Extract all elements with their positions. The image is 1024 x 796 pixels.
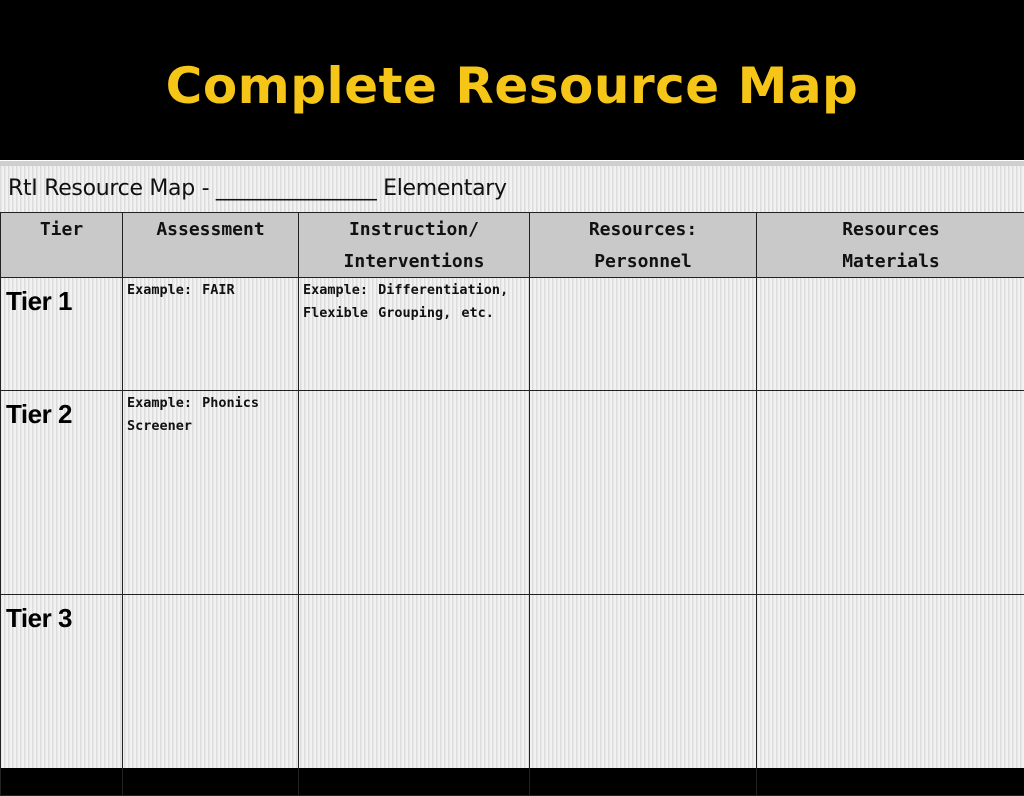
table-row-tier-1 [1,278,1024,391]
tier-1-instruction: Example: Differentiation, Flexible Grouping, etc. [299,278,529,325]
tier-1-assessment: Example: FAIR [123,278,298,302]
header-instruction-line1: Instruction/ [299,213,529,245]
tier-2-instruction [299,391,529,392]
header-instruction-line2: Interventions [299,245,529,277]
tier-3-personnel [530,595,756,596]
cell-personnel [530,391,757,595]
header-materials [757,213,1024,278]
cell-assessment [123,391,299,595]
cell-tier [1,278,123,391]
tier-2-materials [757,391,1024,392]
header-materials-line1: Resources [757,213,1024,245]
tier-1-personnel [530,278,756,279]
cell-instruction [299,595,530,796]
header-personnel [530,213,757,278]
resource-map-table [0,212,1024,796]
header-assessment-label: Assessment [123,213,298,245]
cell-materials [757,595,1024,796]
tier-1-label: Tier 1 [1,278,122,317]
tier-3-assessment [123,595,298,596]
cell-personnel [530,278,757,391]
cell-instruction [299,391,530,595]
tier-3-instruction [299,595,529,596]
header-tier [1,213,123,278]
cell-tier [1,595,123,796]
tier-2-assessment: Example: Phonics Screener [123,391,298,438]
header-materials-line2: Materials [757,245,1024,277]
title-bar [0,0,1024,160]
header-personnel-line1: Resources: [530,213,756,245]
tier-3-label: Tier 3 [1,595,122,634]
header-row [1,213,1024,278]
map-subtitle: RtI Resource Map - _______________ Elementary [8,176,507,201]
slide-title: Complete Resource Map [166,57,859,115]
header-tier-label: Tier [1,213,122,245]
header-personnel-line2: Personnel [530,245,756,277]
tier-2-label: Tier 2 [1,391,122,430]
cell-assessment [123,278,299,391]
cell-assessment [123,595,299,796]
table-row-tier-2 [1,391,1024,595]
table-row-tier-3 [1,595,1024,796]
tier-3-materials [757,595,1024,596]
slide-content [0,166,1024,768]
cell-tier [1,391,123,595]
tier-1-materials [757,278,1024,279]
header-instruction [299,213,530,278]
cell-materials [757,391,1024,595]
tier-2-personnel [530,391,756,392]
cell-instruction [299,278,530,391]
cell-personnel [530,595,757,796]
header-assessment [123,213,299,278]
cell-materials [757,278,1024,391]
